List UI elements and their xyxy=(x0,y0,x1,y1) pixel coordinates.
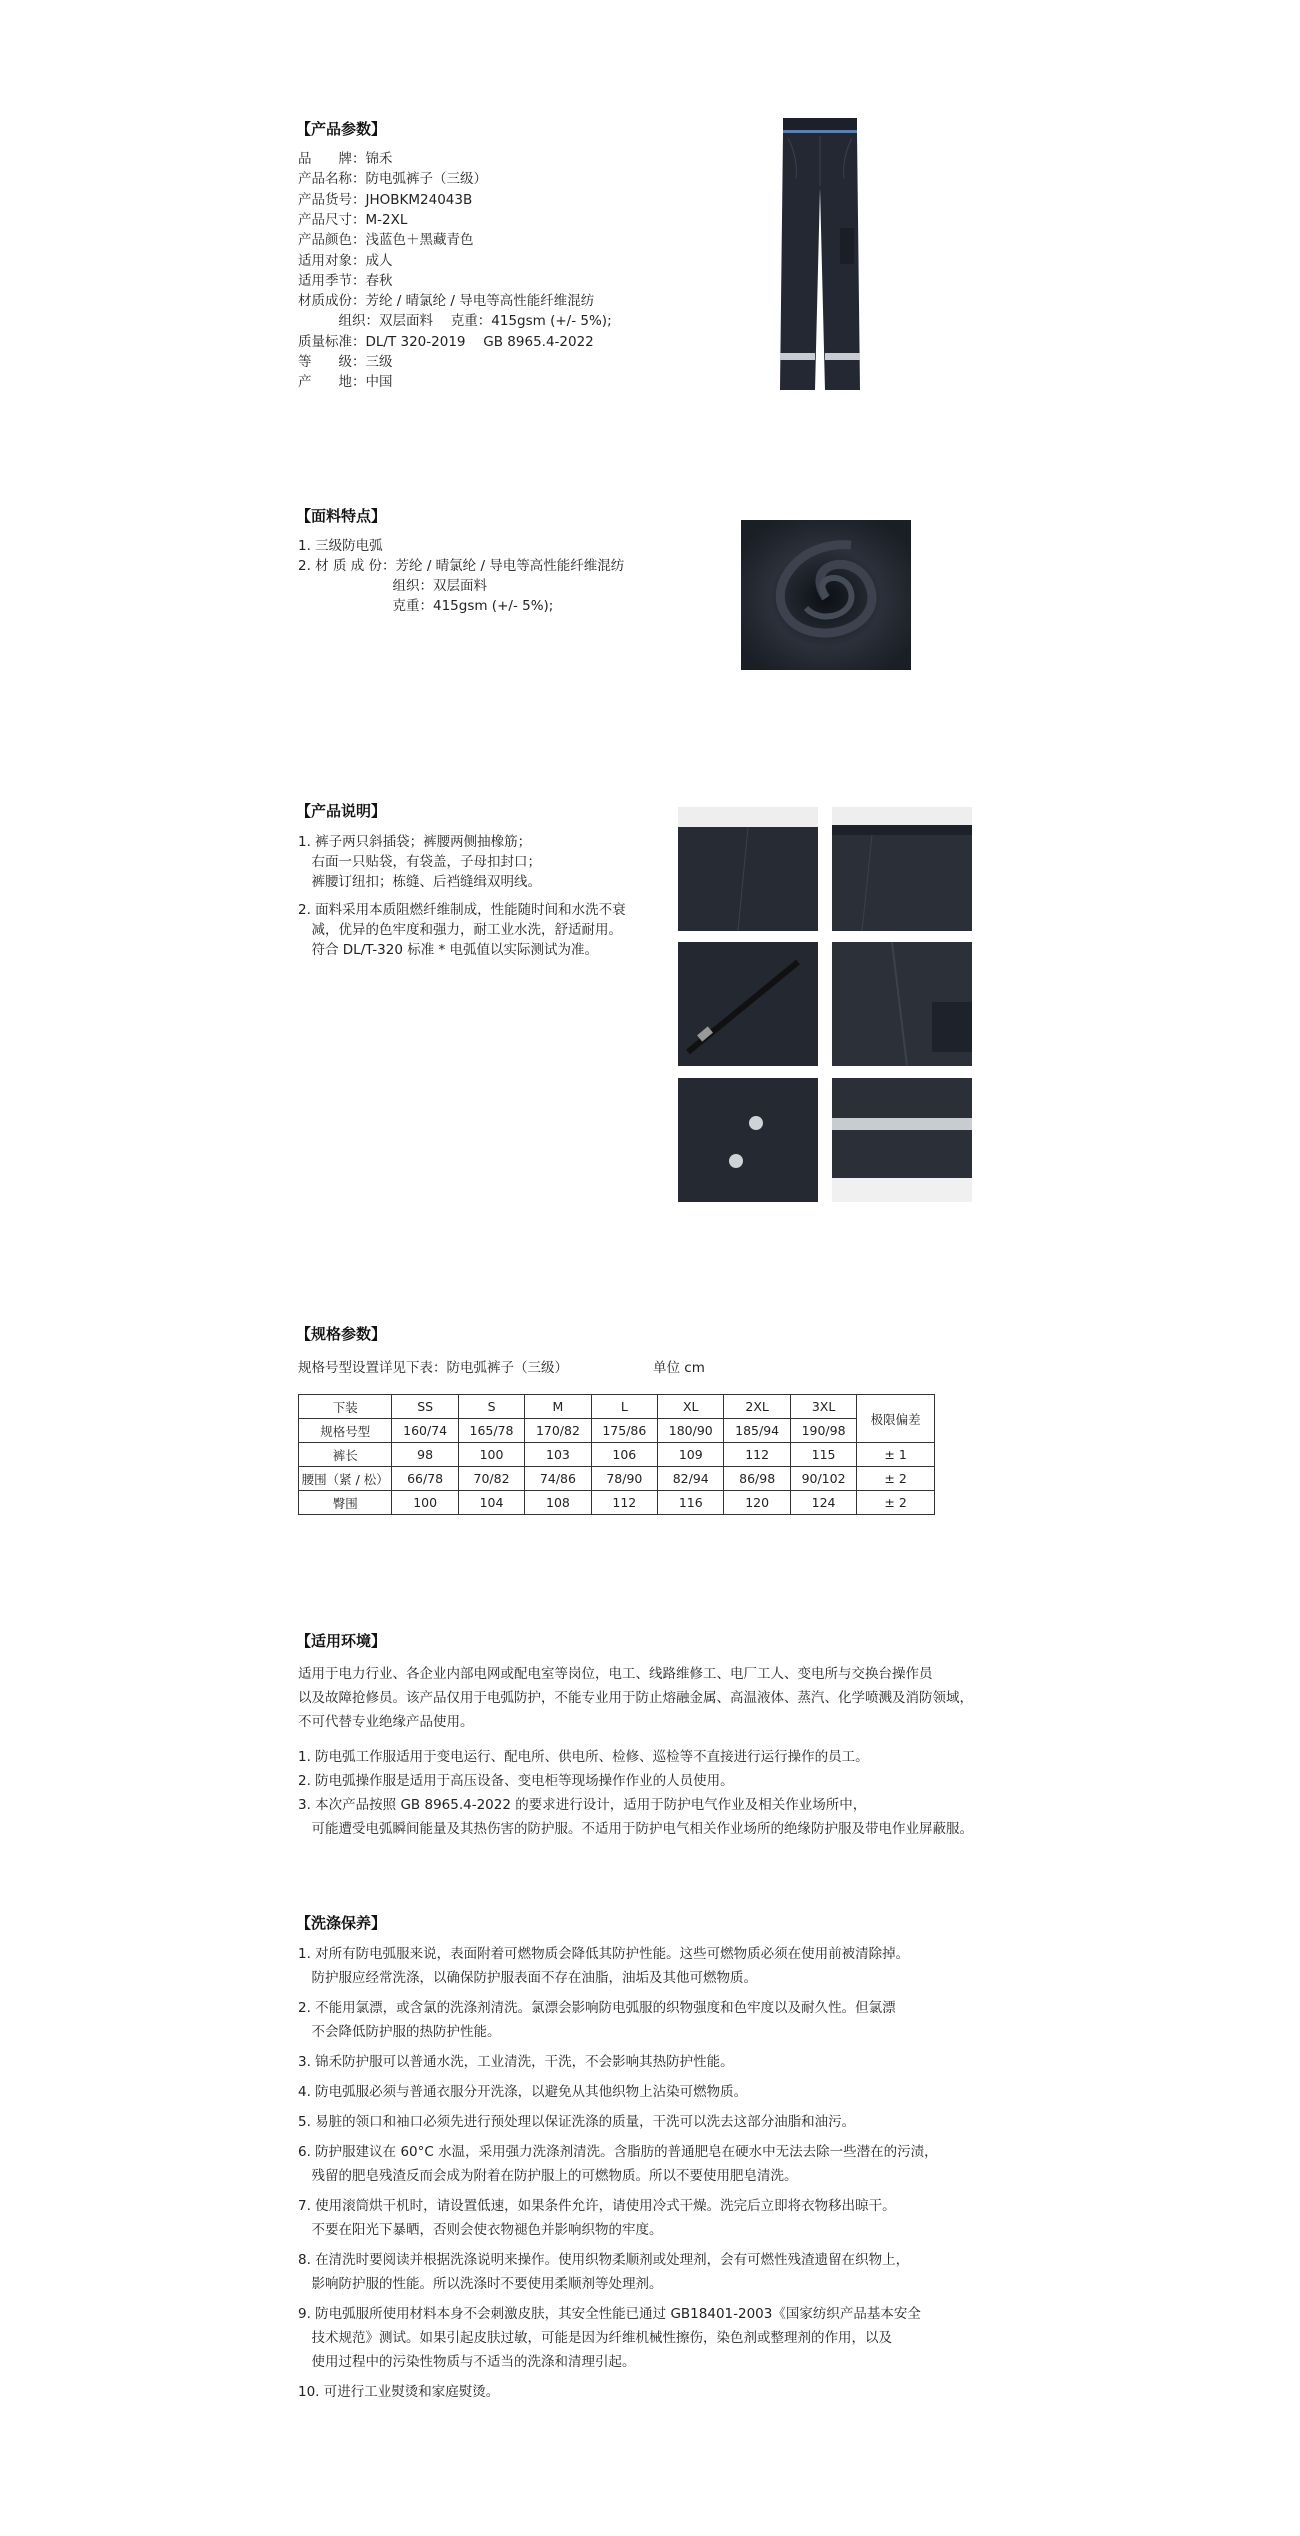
env-line: 2. 防电弧操作服是适用于高压设备、变电柜等现场操作作业的人员使用。 xyxy=(298,1773,734,1789)
table-row xyxy=(299,1443,935,1467)
care-line: 8. 在清洗时要阅读并根据洗涤说明来操作。使用织物柔顺剂或处理剂，会有可燃性残渣遗留在织物上， xyxy=(298,2252,910,2268)
table-row xyxy=(299,1467,935,1491)
table-row xyxy=(299,1491,935,1515)
detail-image-reflective-hem xyxy=(832,1078,972,1202)
env-line: 3. 本次产品按照 GB 8965.4-2022 的要求进行设计，适用于防护电气作业及相关作业场所中， xyxy=(298,1797,867,1813)
spec-value-cell: 100 xyxy=(458,1443,524,1467)
spec-height-cell: 160/74 xyxy=(392,1419,458,1443)
spec-header-label: 规格号型 xyxy=(299,1419,392,1443)
spec-value-cell: 106 xyxy=(591,1443,657,1467)
env-line: 以及故障抢修员。该产品仅用于电弧防护，不能专业用于防止熔融金属、高温液体、蒸汽、化学喷溅及消防领域， xyxy=(298,1690,973,1706)
spec-value-cell: 74/86 xyxy=(525,1467,591,1491)
spec-size-cell: M xyxy=(525,1395,591,1419)
spec-value-cell: 78/90 xyxy=(591,1467,657,1491)
spec-tolerance-cell: ± 1 xyxy=(857,1443,935,1467)
care-line: 2. 不能用氯漂，或含氯的洗涤剂清洗。氯漂会影响防电弧服的织物强度和色牢度以及耐久性。但氯漂 xyxy=(298,2000,896,2016)
spec-value-cell: 70/82 xyxy=(458,1467,524,1491)
spec-value-cell: 104 xyxy=(458,1491,524,1515)
care-line: 影响防护服的性能。所以洗涤时不要使用柔顺剂等处理剂。 xyxy=(298,2276,663,2292)
params-line: 产品名称：防电弧裤子（三级） xyxy=(298,171,487,187)
care-line: 9. 防电弧服所使用材料本身不会刺激皮肤，其安全性能已通过 GB18401-2003《国家纺织产品基本安全 xyxy=(298,2306,921,2322)
params-line: 适用对象：成人 xyxy=(298,253,393,269)
care-line: 使用过程中的污染性物质与不适当的洗涤和清理引起。 xyxy=(298,2354,636,2370)
spec-size-cell: S xyxy=(458,1395,524,1419)
fabric-line: 2. 材 质 成 份：芳纶 / 晴氯纶 / 导电等高性能纤维混纺 xyxy=(298,558,625,574)
params-line: 质量标准：DL/T 320-2019 GB 8965.4-2022 xyxy=(298,334,594,350)
params-line: 产品尺寸：M-2XL xyxy=(298,212,408,228)
spec-height-row xyxy=(299,1419,935,1443)
env-line: 可能遭受电弧瞬间能量及其热伤害的防护服。不适用于防护电气相关作业场所的绝缘防护服及带电作业屏蔽服。 xyxy=(298,1821,973,1837)
care-line: 不会降低防护服的热防护性能。 xyxy=(298,2024,501,2040)
desc-line: 2. 面料采用本质阻燃纤维制成，性能随时间和水洗不衰 xyxy=(298,902,626,918)
care-line: 技术规范》测试。如果引起皮肤过敏，可能是因为纤维机械性擦伤，染色剂或整理剂的作用，以及 xyxy=(298,2330,892,2346)
spec-size-cell: 2XL xyxy=(724,1395,790,1419)
spec-title: 【规格参数】 xyxy=(296,1325,387,1343)
params-line: 产品颜色：浅蓝色＋黑藏青色 xyxy=(298,232,474,248)
care-line: 防护服应经常洗涤，以确保防护服表面不存在油脂，油垢及其他可燃物质。 xyxy=(298,1970,757,1986)
spec-tolerance-cell: ± 2 xyxy=(857,1467,935,1491)
spec-value-cell: 66/78 xyxy=(392,1467,458,1491)
care-line: 6. 防护服建议在 60°C 水温，采用强力洗涤剂清洗。含脂肪的普通肥皂在硬水中无法去除一些潜在的污渍， xyxy=(298,2144,938,2160)
desc-line: 1. 裤子两只斜插袋；裤腰两侧抽橡筋； xyxy=(298,834,532,850)
care-line: 3. 锦禾防护服可以普通水洗，工业清洗，干洗，不会影响其热防护性能。 xyxy=(298,2054,734,2070)
spec-size-cell: 3XL xyxy=(790,1395,856,1419)
spec-value-cell: 90/102 xyxy=(790,1467,856,1491)
desc-line: 符合 DL/T-320 标准 * 电弧值以实际测试为准。 xyxy=(298,942,599,958)
care-title: 【洗涤保养】 xyxy=(296,1914,387,1932)
spec-tolerance-cell: ± 2 xyxy=(857,1491,935,1515)
desc-line: 右面一只贴袋，有袋盖，子母扣封口； xyxy=(298,854,541,870)
params-line: 品 牌：锦禾 xyxy=(298,151,393,167)
pants-product-image xyxy=(770,118,870,398)
spec-height-cell: 180/90 xyxy=(658,1419,724,1443)
env-line: 不可代替专业绝缘产品使用。 xyxy=(298,1714,474,1730)
care-line: 不要在阳光下暴晒，否则会使衣物褪色并影响织物的牢度。 xyxy=(298,2222,663,2238)
spec-value-cell: 116 xyxy=(658,1491,724,1515)
spec-row-label: 裤长 xyxy=(299,1443,392,1467)
params-line: 材质成份：芳纶 / 晴氯纶 / 导电等高性能纤维混纺 xyxy=(298,293,595,309)
spec-header-row xyxy=(299,1395,935,1419)
spec-value-cell: 120 xyxy=(724,1491,790,1515)
spec-height-cell: 165/78 xyxy=(458,1419,524,1443)
spec-height-cell: 175/86 xyxy=(591,1419,657,1443)
spec-tolerance-header: 极限偏差 xyxy=(857,1395,935,1443)
detail-image-waist-back xyxy=(832,807,972,931)
spec-size-cell: XL xyxy=(658,1395,724,1419)
spec-size-cell: SS xyxy=(392,1395,458,1419)
care-line: 10. 可进行工业熨烫和家庭熨烫。 xyxy=(298,2384,500,2400)
spec-value-cell: 109 xyxy=(658,1443,724,1467)
env-line: 1. 防电弧工作服适用于变电运行、配电所、供电所、检修、巡检等不直接进行运行操作的员工。 xyxy=(298,1749,869,1765)
spec-header-label: 下装 xyxy=(299,1395,392,1419)
spec-table xyxy=(298,1394,935,1515)
spec-height-cell: 185/94 xyxy=(724,1419,790,1443)
detail-image-side-seam xyxy=(832,942,972,1066)
spec-height-cell: 190/98 xyxy=(790,1419,856,1443)
detail-image-logo xyxy=(678,1078,818,1202)
params-line: 组织：双层面料 克重：415gsm (+/- 5%); xyxy=(298,313,612,329)
detail-image-waist-front xyxy=(678,807,818,931)
spec-size-cell: L xyxy=(591,1395,657,1419)
spec-row-label: 臀围 xyxy=(299,1491,392,1515)
spec-value-cell: 98 xyxy=(392,1443,458,1467)
detail-image-zipper xyxy=(678,942,818,1066)
spec-height-cell: 170/82 xyxy=(525,1419,591,1443)
spec-value-cell: 112 xyxy=(591,1491,657,1515)
params-line: 产 地：中国 xyxy=(298,374,393,390)
fabric-line: 1. 三级防电弧 xyxy=(298,538,383,554)
spec-value-cell: 124 xyxy=(790,1491,856,1515)
spec-value-cell: 82/94 xyxy=(658,1467,724,1491)
care-line: 残留的肥皂残渣反而会成为附着在防护服上的可燃物质。所以不要使用肥皂清洗。 xyxy=(298,2168,798,2184)
spec-value-cell: 112 xyxy=(724,1443,790,1467)
desc-title: 【产品说明】 xyxy=(296,802,387,820)
fabric-line: 组织：双层面料 xyxy=(298,578,487,594)
params-line: 适用季节：春秋 xyxy=(298,273,393,289)
spec-value-cell: 115 xyxy=(790,1443,856,1467)
params-line: 等 级：三级 xyxy=(298,354,393,370)
spec-unit: 单位 cm xyxy=(653,1360,705,1376)
params-title: 【产品参数】 xyxy=(296,120,387,138)
care-line: 7. 使用滚筒烘干机时，请设置低速，如果条件允许，请使用冷式干燥。洗完后立即将衣物移出晾干。 xyxy=(298,2198,896,2214)
fabric-line: 克重：415gsm (+/- 5%); xyxy=(298,598,554,614)
care-line: 5. 易脏的领口和袖口必须先进行预处理以保证洗涤的质量，干洗可以洗去这部分油脂和油污。 xyxy=(298,2114,856,2130)
spec-value-cell: 100 xyxy=(392,1491,458,1515)
spec-value-cell: 86/98 xyxy=(724,1467,790,1491)
spec-value-cell: 103 xyxy=(525,1443,591,1467)
desc-line: 裤腰订纽扣；栋缝、后裆缝缉双明线。 xyxy=(298,874,541,890)
care-line: 1. 对所有防电弧服来说，表面附着可燃物质会降低其防护性能。这些可燃物质必须在使用前被清除掉。 xyxy=(298,1946,910,1962)
spec-value-cell: 108 xyxy=(525,1491,591,1515)
env-line: 适用于电力行业、各企业内部电网或配电室等岗位，电工、线路维修工、电厂工人、变电所与交换台操作员 xyxy=(298,1666,933,1682)
care-line: 4. 防电弧服必须与普通衣服分开洗涤，以避免从其他织物上沾染可燃物质。 xyxy=(298,2084,748,2100)
spec-subtitle: 规格号型设置详见下表：防电弧裤子（三级） xyxy=(298,1360,568,1376)
desc-line: 减，优异的色牢度和强力，耐工业水洗，舒适耐用。 xyxy=(298,922,622,938)
params-line: 产品货号：JHOBKM24043B xyxy=(298,192,473,208)
fabric-title: 【面料特点】 xyxy=(296,507,387,525)
env-title: 【适用环境】 xyxy=(296,1632,387,1650)
fabric-swirl-image xyxy=(741,520,911,670)
spec-row-label: 腰围（紧 / 松） xyxy=(299,1467,392,1491)
